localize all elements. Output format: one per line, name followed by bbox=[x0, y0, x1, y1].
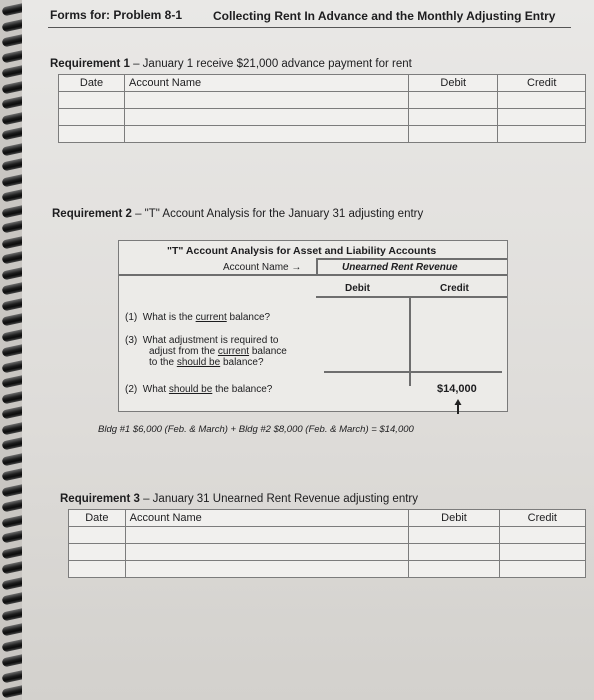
title-underline bbox=[48, 27, 571, 28]
cell[interactable] bbox=[69, 544, 126, 561]
cell[interactable] bbox=[409, 561, 499, 578]
col-debit: Debit bbox=[409, 75, 498, 92]
requirement-2-label: Requirement 2 bbox=[52, 208, 132, 220]
forms-for-label: Forms for: Problem 8-1 bbox=[50, 8, 183, 22]
balance-line bbox=[324, 371, 502, 373]
requirement-3-label: Requirement 3 bbox=[60, 493, 140, 505]
col-date: Date bbox=[69, 510, 126, 527]
question-3-line-3-underlined: should be bbox=[176, 357, 221, 368]
journal-table-1 bbox=[58, 74, 586, 143]
t-account-title: "T" Account Analysis for Asset and Liability Accounts bbox=[167, 245, 437, 257]
page-title: Collecting Rent In Advance and the Monthly Adjusting Entry bbox=[213, 9, 556, 23]
col-debit: Debit bbox=[409, 510, 499, 527]
cell[interactable] bbox=[409, 544, 499, 561]
col-account-name: Account Name bbox=[125, 510, 409, 527]
cell[interactable] bbox=[409, 109, 498, 126]
requirement-2-text: – "T" Account Analysis for the January 31 adjusting entry bbox=[131, 208, 424, 220]
divider bbox=[119, 274, 507, 276]
cell[interactable] bbox=[498, 126, 586, 143]
question-3-line-2-post: balance bbox=[249, 346, 287, 357]
cell[interactable] bbox=[59, 92, 125, 109]
account-name-label: Account Name → bbox=[223, 262, 302, 273]
question-2 bbox=[125, 384, 272, 395]
cell[interactable] bbox=[409, 527, 499, 544]
question-1-number: (1) bbox=[125, 312, 138, 323]
question-1-pre: What is the bbox=[142, 312, 196, 323]
question-1 bbox=[125, 312, 270, 323]
cell[interactable] bbox=[499, 561, 585, 578]
col-account-name: Account Name bbox=[125, 75, 409, 92]
arrow-up-icon bbox=[453, 398, 463, 414]
cell[interactable] bbox=[498, 92, 586, 109]
question-3-line-3-pre: to the bbox=[149, 357, 177, 368]
divider bbox=[316, 258, 318, 274]
balance-calculation-note: Bldg #1 $6,000 (Feb. & March) + Bldg #2 $8,000 (Feb. & March) = $14,000 bbox=[98, 424, 414, 435]
cell[interactable] bbox=[59, 126, 125, 143]
requirement-1-label: Requirement 1 bbox=[50, 58, 130, 70]
cell[interactable] bbox=[125, 561, 409, 578]
question-2-number: (2) bbox=[125, 384, 138, 395]
divider bbox=[316, 258, 507, 260]
t-stem bbox=[409, 296, 411, 386]
requirement-2-heading bbox=[52, 208, 423, 220]
cell[interactable] bbox=[59, 109, 125, 126]
cell[interactable] bbox=[125, 92, 409, 109]
question-1-underlined: current bbox=[195, 312, 227, 323]
cell[interactable] bbox=[125, 126, 409, 143]
requirement-3-text: – January 31 Unearned Rent Revenue adjusting entry bbox=[139, 493, 418, 505]
question-1-post: balance? bbox=[226, 312, 271, 323]
cell[interactable] bbox=[69, 527, 126, 544]
question-3-line-3-post: balance? bbox=[220, 357, 264, 368]
question-3-line-2-underlined: current bbox=[217, 346, 250, 357]
cell[interactable] bbox=[125, 109, 409, 126]
cell[interactable] bbox=[498, 109, 586, 126]
cell[interactable] bbox=[499, 544, 585, 561]
cell[interactable] bbox=[125, 527, 409, 544]
question-3-line-2-pre: adjust from the bbox=[149, 346, 218, 357]
journal-table-3 bbox=[68, 509, 586, 578]
t-crossbar bbox=[316, 296, 507, 298]
requirement-1-heading bbox=[50, 58, 412, 70]
col-credit: Credit bbox=[499, 510, 585, 527]
col-credit: Credit bbox=[498, 75, 586, 92]
requirement-1-text: – January 1 receive $21,000 advance payment for rent bbox=[129, 58, 412, 70]
worksheet-page bbox=[22, 0, 594, 700]
account-name-value: Unearned Rent Revenue bbox=[342, 262, 458, 273]
cell[interactable] bbox=[69, 561, 126, 578]
requirement-3-heading bbox=[60, 493, 418, 505]
cell[interactable] bbox=[409, 92, 498, 109]
cell[interactable] bbox=[409, 126, 498, 143]
t-account-box bbox=[118, 240, 508, 412]
debit-label: Debit bbox=[345, 283, 370, 294]
question-2-post: the balance? bbox=[212, 384, 273, 395]
question-3-number: (3) bbox=[125, 335, 138, 346]
question-3-line-1: What adjustment is required to bbox=[142, 335, 279, 346]
cell[interactable] bbox=[125, 544, 409, 561]
balance-value: $14,000 bbox=[437, 383, 477, 395]
col-date: Date bbox=[59, 75, 125, 92]
question-2-underlined: should be bbox=[168, 384, 213, 395]
question-2-pre: What bbox=[142, 384, 169, 395]
cell[interactable] bbox=[499, 527, 585, 544]
question-3 bbox=[125, 335, 287, 368]
credit-label: Credit bbox=[440, 283, 469, 294]
